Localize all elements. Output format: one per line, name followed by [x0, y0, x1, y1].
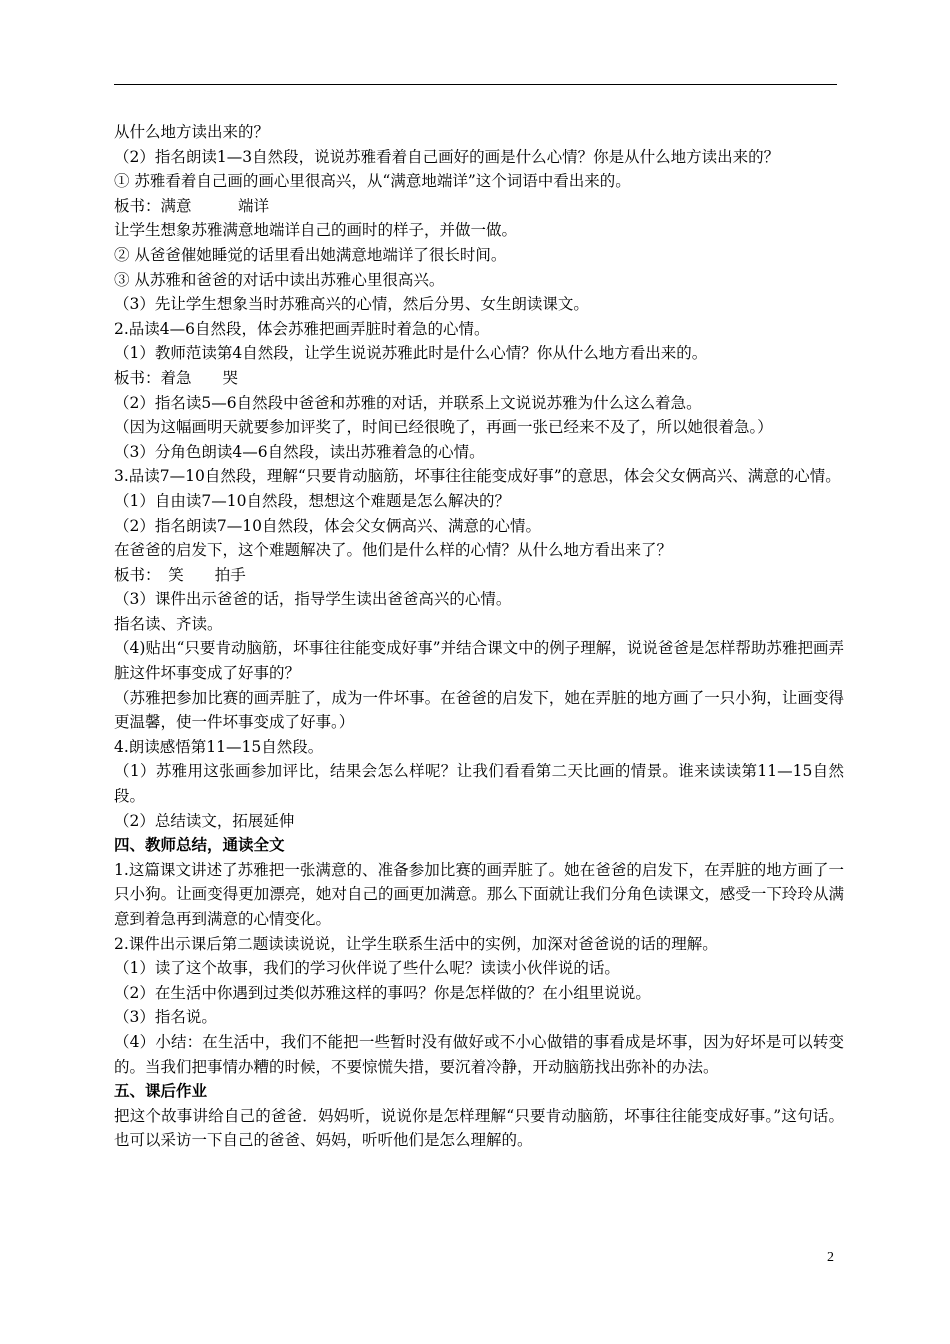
- paragraph: （3）课件出示爸爸的话，指导学生读出爸爸高兴的心情。: [114, 590, 512, 609]
- paragraph: 3.品读7—10自然段，理解“只要肯动脑筋，坏事往往能变成好事”的意思，体会父女俩高兴、满意的心情。: [114, 467, 841, 486]
- paragraph: 2.品读4—6自然段，体会苏雅把画弄脏时着急的心情。: [114, 319, 490, 338]
- paragraph: 让学生想象苏雅满意地端详自己的画时的样子，并做一做。: [114, 221, 518, 240]
- paragraph: （3）先让学生想象当时苏雅高兴的心情，然后分男、女生朗读课文。: [114, 295, 589, 314]
- paragraph: 2.课件出示课后第二题读读说说，让学生联系生活中的实例，加深对爸爸说的话的理解。: [114, 934, 718, 953]
- paragraph: 板书： 笑 拍手: [114, 565, 246, 584]
- paragraph: （4）小结：在生活中，我们不能把一些暂时没有做好或不小心做错的事看成是坏事，因为好坏是可以转变的。当我们把事情办糟的时候，不要惊慌失措，要沉着冷静，开动脑筋找出弥补的办法。: [114, 1032, 844, 1076]
- paragraph: （3）分角色朗读4—6自然段，读出苏雅着急的心情。: [114, 442, 485, 461]
- paragraph: 1.这篇课文讲述了苏雅把一张满意的、准备参加比赛的画弄脏了。她在爸爸的启发下，在弄脏的地方画了一只小狗。让画变得更加漂亮，她对自己的画更加满意。那么下面就让我们分角色读课文，感受一下玲玲从满意到着急再到满意的心情变化。: [114, 860, 844, 928]
- paragraph: （2）总结读文，拓展延伸: [114, 811, 295, 830]
- paragraph: 指名读、齐读。: [114, 614, 223, 633]
- section-heading: 五、课后作业: [114, 1081, 208, 1101]
- paragraph: （1）苏雅用这张画参加评比，结果会怎么样呢？让我们看看第二天比画的情景。谁来读读第11—15自然段。: [114, 762, 844, 806]
- paragraph: （2）在生活中你遇到过类似苏雅这样的事吗？你是怎样做的？在小组里说说。: [114, 983, 651, 1002]
- paragraph: 在爸爸的启发下，这个难题解决了。他们是什么样的心情？从什么地方看出来了？: [114, 541, 673, 560]
- paragraph: （苏雅把参加比赛的画弄脏了，成为一件坏事。在爸爸的启发下，她在弄脏的地方画了一只小狗，让画变得更温馨，使一件坏事变成了好事。）: [114, 688, 844, 732]
- paragraph: ③ 从苏雅和爸爸的对话中读出苏雅心里很高兴。: [114, 270, 445, 289]
- paragraph: 板书：着急 哭: [114, 368, 239, 387]
- paragraph: （因为这幅画明天就要参加评奖了，时间已经很晚了，再画一张已经来不及了，所以她很着急。）: [114, 418, 773, 437]
- paragraph: ② 从爸爸催她睡觉的话里看出她满意地端详了很长时间。: [114, 245, 507, 264]
- paragraph: 4.朗读感悟第11—15自然段。: [114, 737, 324, 756]
- paragraph: （4)贴出“只要肯动脑筋，坏事往往能变成好事”并结合课文中的例子理解，说说爸爸是怎样帮助苏雅把画弄脏这件坏事变成了好事的？: [114, 639, 844, 683]
- section-heading: 四、教师总结，通读全文: [114, 835, 285, 855]
- paragraph: 从什么地方读出来的？: [114, 123, 270, 141]
- document-body: [114, 120, 844, 1153]
- paragraph: 板书：满意 端详: [114, 196, 270, 215]
- paragraph: （1）自由读7—10自然段，想想这个难题是怎么解决的？: [114, 491, 510, 510]
- paragraph: 把这个故事讲给自己的爸爸．妈妈听，说说你是怎样理解“只要肯动脑筋，坏事往往能变成好事。”这句话。也可以采访一下自己的爸爸、妈妈，听听他们是怎么理解的。: [114, 1106, 844, 1150]
- paragraph: （2）指名朗读7—10自然段，体会父女俩高兴、满意的心情。: [114, 516, 541, 535]
- page-number: 2: [827, 1250, 834, 1265]
- paragraph: （2）指名读5—6自然段中爸爸和苏雅的对话，并联系上文说说苏雅为什么这么着急。: [114, 393, 702, 412]
- paragraph: （1）读了这个故事，我们的学习伙伴说了些什么呢？读读小伙伴说的话。: [114, 959, 620, 978]
- paragraph: （1）教师范读第4自然段，让学生说说苏雅此时是什么心情？你从什么地方看出来的。: [114, 344, 708, 363]
- header-rule: [114, 84, 837, 85]
- paragraph: （3）指名说。: [114, 1008, 217, 1027]
- paragraph: ① 苏雅看着自己画的画心里很高兴，从“满意地端详”这个词语中看出来的。: [114, 172, 631, 191]
- paragraph: （2）指名朗读1—3自然段，说说苏雅看着自己画好的画是什么心情？你是从什么地方读出来的？: [114, 147, 780, 166]
